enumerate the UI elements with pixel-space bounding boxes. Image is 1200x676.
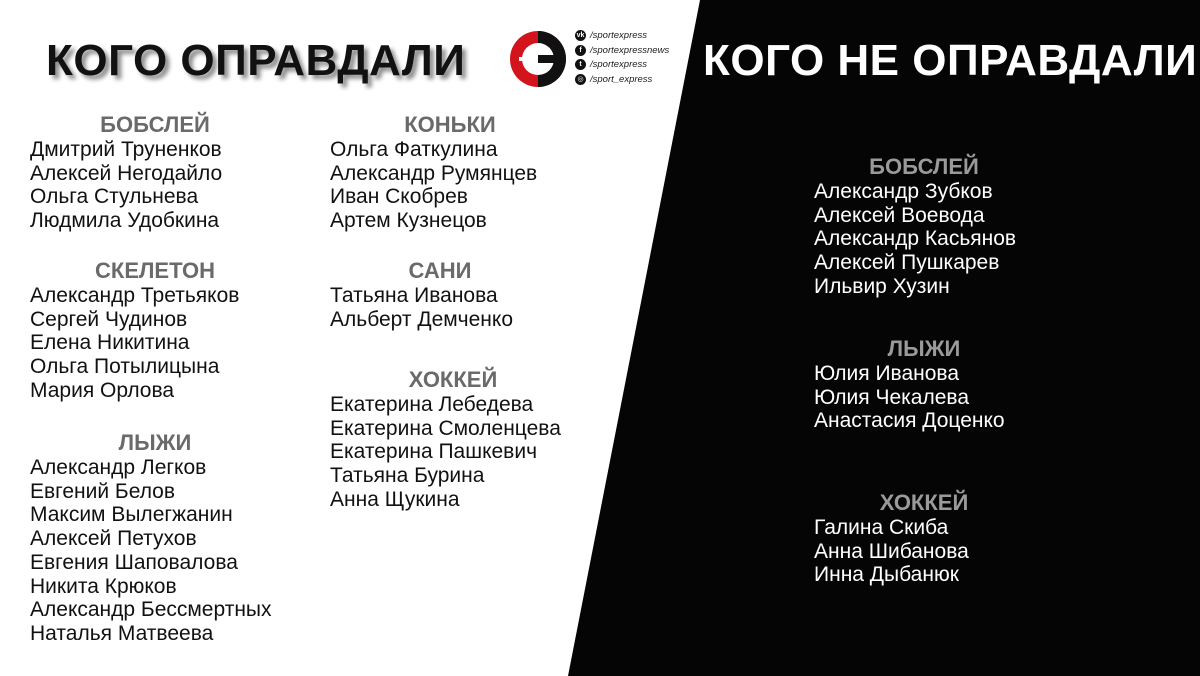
social-row-twitter[interactable] <box>575 58 669 73</box>
athlete-name: Ольга Фаткулина <box>330 138 498 161</box>
social-row-instagram[interactable] <box>575 72 669 87</box>
instagram-icon: ◎ <box>575 74 586 85</box>
athlete-name: Дмитрий Труненков <box>30 138 222 161</box>
athlete-name: Александр Касьянов <box>814 227 1017 251</box>
athlete-name: Юлия Иванова <box>814 362 960 385</box>
athlete-name: Татьяна Иванова <box>330 284 498 307</box>
section-heading: ЛЫЖИ <box>887 336 961 361</box>
acquitted-luge-section <box>330 258 550 331</box>
athlete-name: Анна Щукина <box>330 487 460 511</box>
athlete-name: Артем Кузнецов <box>330 209 487 233</box>
name-list <box>30 284 280 403</box>
vk-icon: vk <box>576 31 585 39</box>
athlete-name: Алексей Негодайло <box>30 161 223 185</box>
athlete-name: Александр Зубков <box>814 180 993 203</box>
section-heading: ЛЫЖИ <box>118 430 192 455</box>
athlete-name: Ильвир Хузин <box>814 274 950 298</box>
acquitted-ski-section <box>30 430 280 646</box>
section-heading: ХОККЕЙ <box>408 367 498 392</box>
section-heading: СКЕЛЕТОН <box>95 258 215 283</box>
athlete-name: Татьяна Бурина <box>330 464 485 488</box>
athlete-name: Ольга Потылицына <box>30 355 220 379</box>
name-list <box>814 180 1034 299</box>
name-list <box>330 393 576 512</box>
athlete-name: Евгения Шаповалова <box>30 550 238 574</box>
section-heading: БОБСЛЕЙ <box>100 112 210 137</box>
name-list <box>814 362 1034 433</box>
social-handle: /sportexpress <box>590 59 648 71</box>
section-heading: САНИ <box>408 258 472 283</box>
athlete-name: Алексей Воевода <box>814 203 985 227</box>
athlete-name: Анна Шибанова <box>814 539 969 563</box>
right-title: КОГО НЕ ОПРАВДАЛИ <box>703 36 1198 85</box>
social-row-facebook[interactable] <box>575 43 669 58</box>
name-list <box>814 516 1034 587</box>
social-row-vk[interactable] <box>575 28 669 43</box>
athlete-name: Мария Орлова <box>30 378 175 402</box>
athlete-name: Инна Дыбанюк <box>814 563 959 587</box>
athlete-name: Анастасия Доценко <box>814 409 1005 433</box>
name-list <box>30 138 280 233</box>
athlete-name: Ольга Стульнева <box>30 185 199 209</box>
social-handle: /sportexpressnews <box>590 44 670 56</box>
left-title: КОГО ОПРАВДАЛИ <box>46 36 466 85</box>
name-list <box>30 456 280 646</box>
social-handle: /sportexpress <box>590 29 648 41</box>
sport-express-logo-icon <box>509 30 567 88</box>
athlete-name: Александр Третьяков <box>30 284 240 307</box>
acquitted-skates-section <box>330 112 570 233</box>
athlete-name: Иван Скобрев <box>330 185 468 209</box>
not-acquitted-ski-section <box>814 336 1034 433</box>
athlete-name: Евгений Белов <box>30 479 176 503</box>
athlete-name: Екатерина Лебедева <box>330 393 534 416</box>
not-acquitted-bobsleigh-section <box>814 154 1034 299</box>
athlete-name: Галина Скиба <box>814 516 949 539</box>
athlete-name: Алексей Петухов <box>30 527 197 551</box>
athlete-name: Александр Бессмертных <box>30 598 272 622</box>
social-handle: /sport_express <box>590 74 653 86</box>
athlete-name: Александр Румянцев <box>330 161 538 185</box>
athlete-name: Екатерина Смоленцева <box>330 416 561 440</box>
athlete-name: Максим Вылегжанин <box>30 503 233 527</box>
athlete-name: Юлия Чекалева <box>814 385 969 409</box>
acquitted-hockey-section <box>330 367 576 512</box>
athlete-name: Никита Крюков <box>30 574 177 598</box>
acquitted-skeleton-section <box>30 258 280 403</box>
section-heading: БОБСЛЕЙ <box>869 154 979 179</box>
section-heading: КОНЬКИ <box>404 112 496 137</box>
athlete-name: Елена Никитина <box>30 331 190 355</box>
name-list <box>330 138 570 233</box>
athlete-name: Алексей Пушкарев <box>814 251 1000 275</box>
social-links <box>575 28 669 87</box>
not-acquitted-hockey-section <box>814 490 1034 587</box>
athlete-name: Екатерина Пашкевич <box>330 440 538 464</box>
facebook-icon: f <box>575 45 586 56</box>
athlete-name: Альберт Демченко <box>330 307 514 331</box>
athlete-name: Наталья Матвеева <box>30 621 214 645</box>
athlete-name: Сергей Чудинов <box>30 307 188 331</box>
athlete-name: Людмила Удобкина <box>30 209 220 233</box>
name-list <box>330 284 550 331</box>
acquitted-bobsleigh-section <box>30 112 280 233</box>
athlete-name: Александр Легков <box>30 456 207 479</box>
twitter-icon: t <box>575 59 586 70</box>
section-heading: ХОККЕЙ <box>879 490 969 515</box>
